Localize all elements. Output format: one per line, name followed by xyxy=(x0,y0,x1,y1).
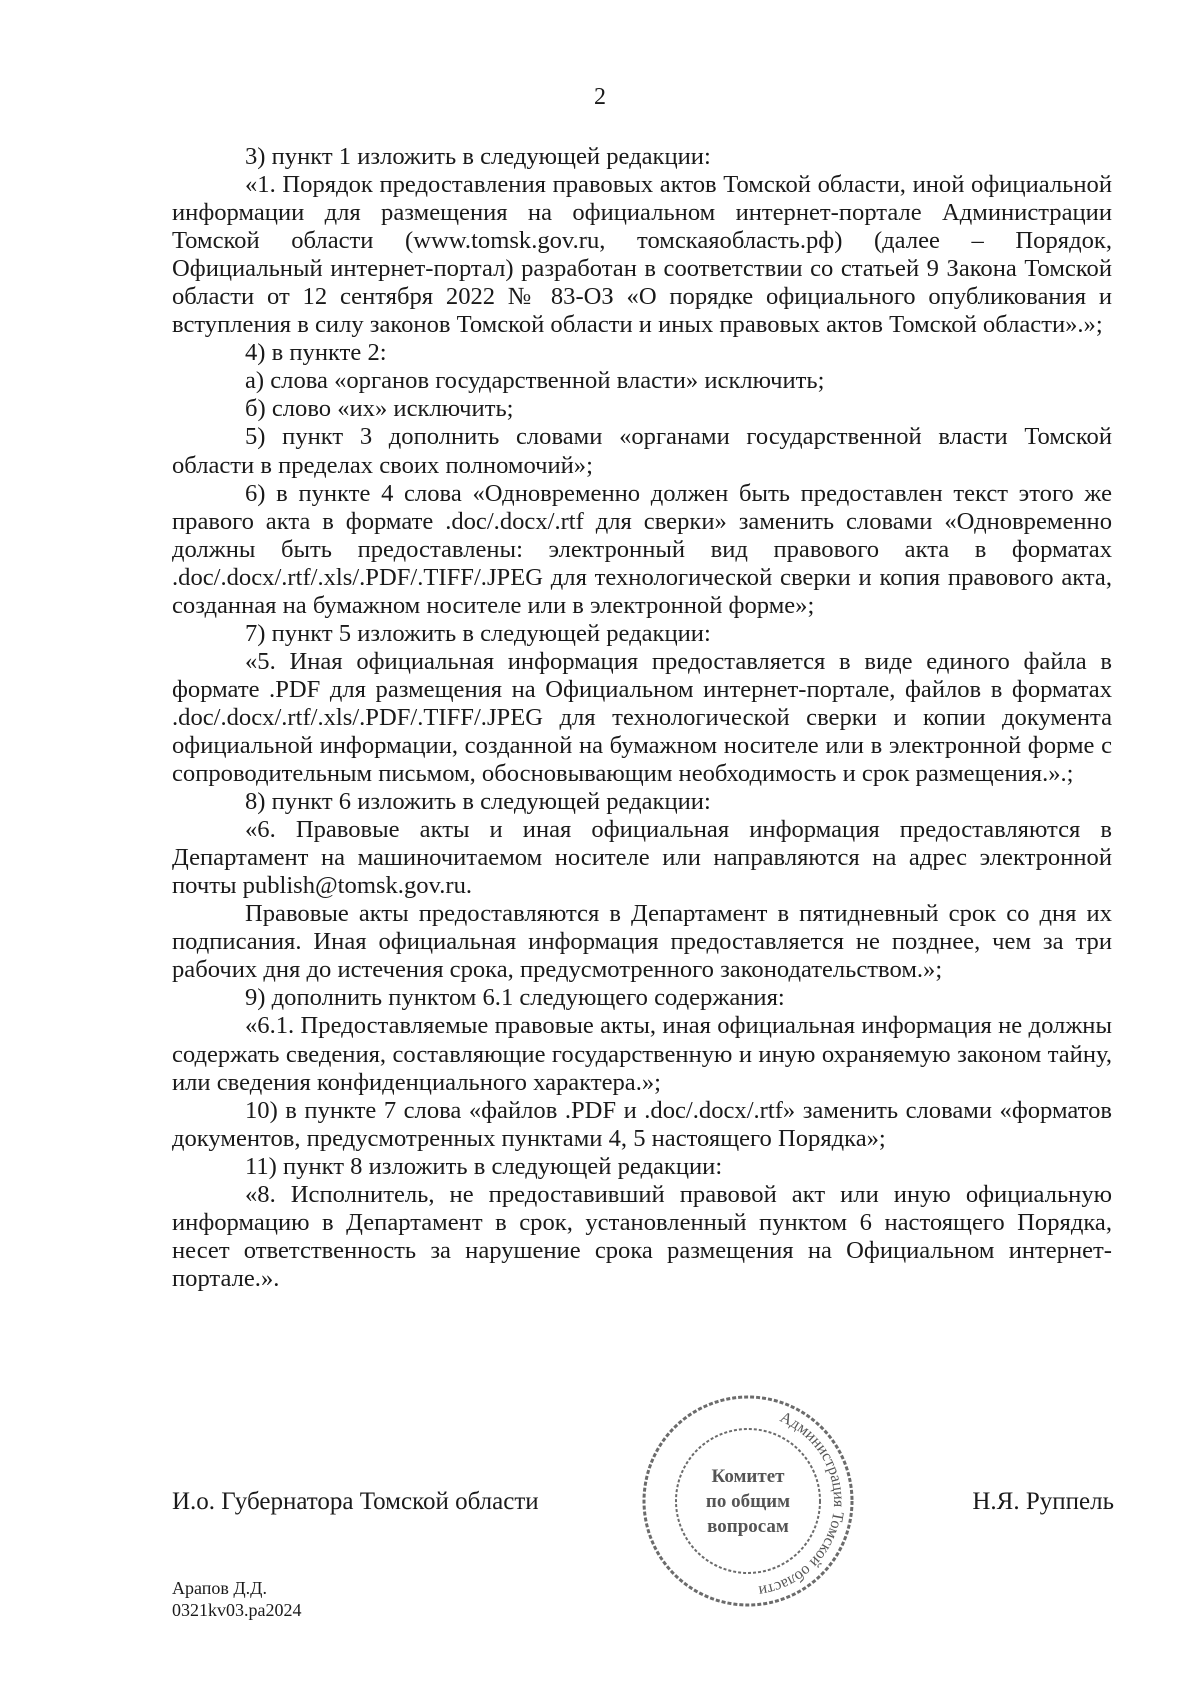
page-number: 2 xyxy=(594,84,606,110)
paragraph: 9) дополнить пунктом 6.1 следующего содержания: xyxy=(245,984,785,1012)
paragraph: 5) пункт 3 дополнить словами «органами государственной власти Томской области в пределах своих полномочий»; xyxy=(172,423,1112,479)
seal-center-line: по общим xyxy=(705,1491,791,1512)
seal-ring-text: Администрация Томской области xyxy=(757,1408,848,1600)
paragraph: 8) пункт 6 изложить в следующей редакции: xyxy=(245,788,711,816)
signatory-position: И.о. Губернатора Томской области xyxy=(172,1488,539,1515)
executor-block xyxy=(172,1577,302,1621)
executor-name: Арапов Д.Д. xyxy=(172,1578,267,1598)
official-seal xyxy=(640,1390,856,1612)
paragraph: «1. Порядок предоставления правовых актов Томской области, иной официальной информации для размещения на официальном интернет-портале Администрации Томской области (www.tomsk.gov.ru, томскаяобласть.рф) (далее – Порядок, Официальный интернет-портал) разработан в соответствии со статьей 9 Закона Томской области от 12 сентября 2022 № 83-ОЗ «О порядке официального опубликования и вступления в силу законов Томской области и иных правовых актов Томской области».»; xyxy=(172,171,1112,339)
paragraph: 10) в пункте 7 слова «файлов .PDF и .doc/.docx/.rtf» заменить словами «форматов документов, предусмотренных пунктами 4, 5 настоящего Порядка»; xyxy=(172,1096,1112,1152)
paragraph: 6) в пункте 4 слова «Одновременно должен быть предоставлен текст этого же правого акта в формате .doc/.docx/.rtf для сверки» заменить словами «Одновременно должны быть предоставлены: электронный вид правового акта в форматах .doc/.docx/.rtf/.xls/.PDF/.TIFF/.JPEG для технологической сверки и копия правового акта, созданная на бумажном носителе или в электронной форме»; xyxy=(172,479,1112,619)
document-code: 0321kv03.pa2024 xyxy=(172,1600,302,1620)
signatory-name: Н.Я. Руппель xyxy=(972,1488,1114,1515)
document-body xyxy=(172,143,1112,1293)
paragraph: 11) пункт 8 изложить в следующей редакции: xyxy=(245,1152,723,1180)
seal-center-line: Комитет xyxy=(711,1466,785,1487)
seal-center-line: вопросам xyxy=(707,1516,789,1537)
paragraph: 3) пункт 1 изложить в следующей редакции: xyxy=(245,143,711,170)
paragraph: «8. Исполнитель, не предоставивший правовой акт или иную официальную информацию в Департамент в срок, установленный пунктом 6 настоящего Порядка, несет ответственность за нарушение срока размещения на Официальном интернет-портале.». xyxy=(172,1180,1112,1292)
paragraph: б) слово «их» исключить; xyxy=(245,395,514,423)
paragraph: 4) в пункте 2: xyxy=(245,339,387,367)
paragraph: 7) пункт 5 изложить в следующей редакции: xyxy=(245,619,711,647)
paragraph: «6.1. Предоставляемые правовые акты, иная официальная информация не должны содержать сведения, составляющие государственную и иную охраняемую законом тайну, или сведения конфиденциального характера.»; xyxy=(172,1012,1112,1096)
paragraph: «6. Правовые акты и иная официальная информация предоставляются в Департамент на машиночитаемом носителе или направляются на адрес электронной почты publish@tomsk.gov.ru. xyxy=(172,816,1112,900)
paragraph: «5. Иная официальная информация предоставляется в виде единого файла в формате .PDF для размещения на Официальном интернет-портале, файлов в форматах .doc/.docx/.rtf/.xls/.PDF/.TIFF/.JPEG для технологической сверки и копии документа официальной информации, созданной на бумажном носителе или в электронной форме с сопроводительным письмом, обосновывающим необходимость и срок размещения.».; xyxy=(172,647,1112,788)
paragraph: а) слова «органов государственной власти» исключить; xyxy=(245,367,825,395)
paragraph: Правовые акты предоставляются в Департамент в пятидневный срок со дня их подписания. Иная официальная информация предоставляется не позднее, чем за три рабочих дня до истечения срока, предусмотренного законодательством.»; xyxy=(172,900,1112,984)
